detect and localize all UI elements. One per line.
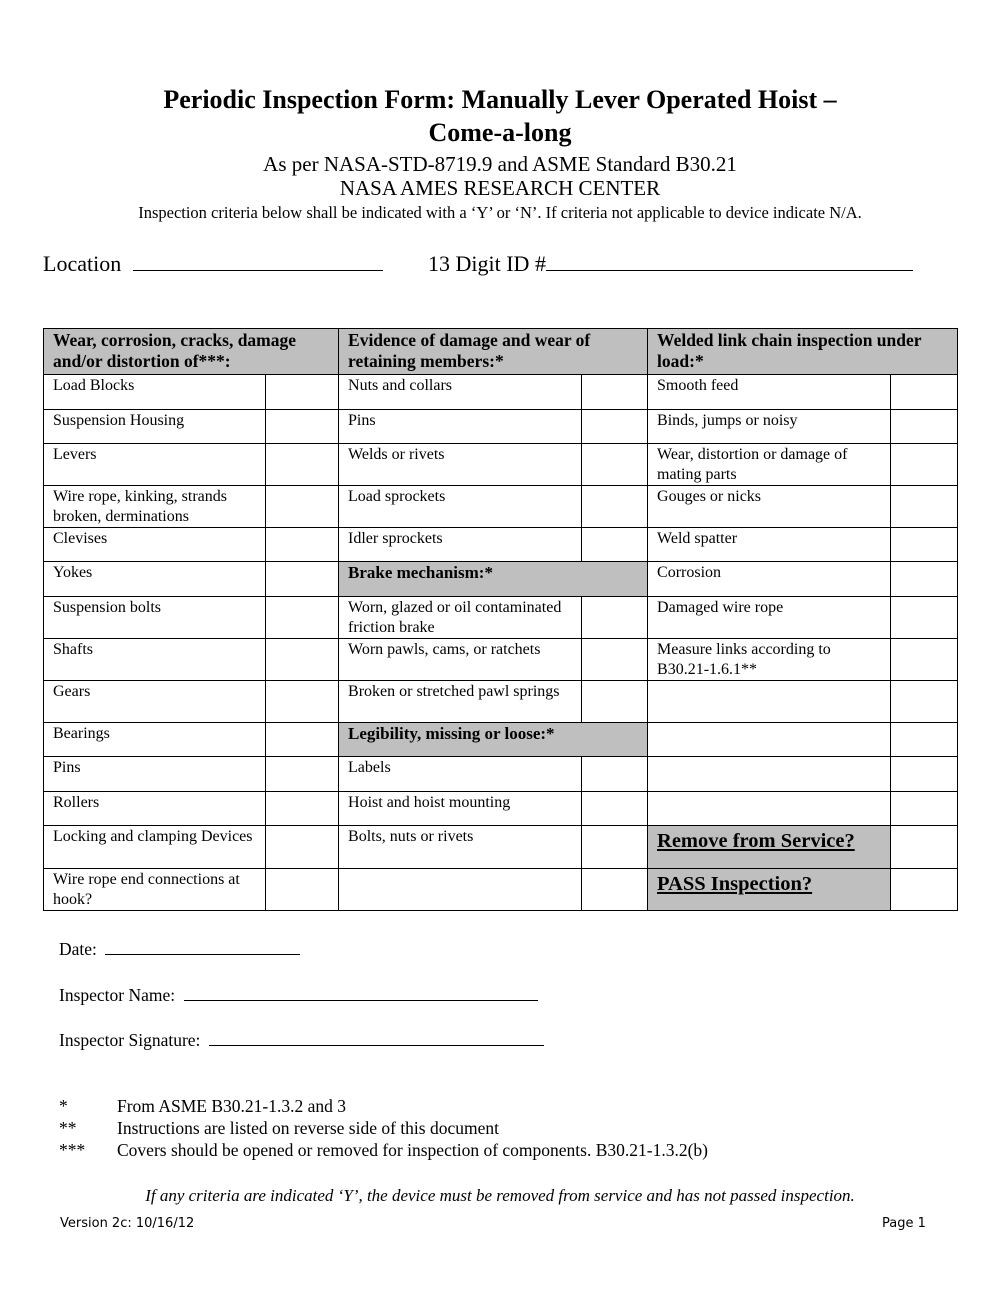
table-header-row <box>44 329 958 375</box>
answer-cell[interactable] <box>266 869 339 911</box>
answer-cell[interactable] <box>582 597 648 639</box>
table-row <box>44 826 958 869</box>
pass-answer-cell[interactable] <box>891 869 958 911</box>
item-label: Shafts <box>44 639 266 681</box>
item-label: Bearings <box>44 723 266 757</box>
col1-header: Wear, corrosion, cracks, damage and/or distortion of***: <box>44 329 339 375</box>
item-label: Nuts and collars <box>339 375 582 410</box>
answer-cell[interactable] <box>891 562 958 597</box>
answer-cell[interactable] <box>582 639 648 681</box>
answer-cell[interactable] <box>582 681 648 723</box>
brake-mechanism-header: Brake mechanism:* <box>339 562 648 597</box>
pass-inspection-label: PASS Inspection? <box>648 869 891 911</box>
item-label: Corrosion <box>648 562 891 597</box>
form-title-line2: Come-a-long <box>428 118 572 147</box>
footnote-text: Covers should be opened or removed for inspection of components. B30.21-1.3.2(b) <box>117 1140 708 1160</box>
answer-cell[interactable] <box>582 757 648 792</box>
empty-cell <box>648 723 891 757</box>
footnote <box>59 1117 499 1139</box>
answer-cell[interactable] <box>891 375 958 410</box>
center-name: NASA AMES RESEARCH CENTER <box>339 176 661 200</box>
answer-cell[interactable] <box>266 486 339 528</box>
empty-cell <box>339 869 582 911</box>
empty-cell <box>648 757 891 792</box>
answer-cell[interactable] <box>891 410 958 444</box>
item-label: Wear, distortion or damage of mating parts <box>648 444 891 486</box>
answer-cell[interactable] <box>891 681 958 723</box>
inspector-name-field <box>59 982 538 1006</box>
item-label: Load sprockets <box>339 486 582 528</box>
item-label: Rollers <box>44 792 266 826</box>
remove-from-service-label: Remove from Service? <box>648 826 891 869</box>
remove-answer-cell[interactable] <box>891 826 958 869</box>
item-label: Gears <box>44 681 266 723</box>
table-row <box>44 681 958 723</box>
item-label: Yokes <box>44 562 266 597</box>
answer-cell[interactable] <box>891 723 958 757</box>
item-label: Broken or stretched pawl springs <box>339 681 582 723</box>
answer-cell[interactable] <box>582 444 648 486</box>
answer-cell[interactable] <box>891 528 958 562</box>
answer-cell[interactable] <box>891 486 958 528</box>
empty-cell <box>648 792 891 826</box>
answer-cell[interactable] <box>266 757 339 792</box>
item-label: Suspension Housing <box>44 410 266 444</box>
inspector-name-input-line[interactable] <box>184 982 538 1001</box>
item-label: Wire rope end connections at hook? <box>44 869 266 911</box>
table-row <box>44 562 958 597</box>
footnote-text: From ASME B30.21-1.3.2 and 3 <box>117 1096 346 1116</box>
item-label: Clevises <box>44 528 266 562</box>
answer-cell[interactable] <box>266 681 339 723</box>
date-label: Date: <box>59 939 97 959</box>
table-row <box>44 757 958 792</box>
table-row <box>44 792 958 826</box>
item-label: Worn, glazed or oil contaminated friction brake <box>339 597 582 639</box>
location-input-line[interactable] <box>133 252 383 271</box>
answer-cell[interactable] <box>266 410 339 444</box>
answer-cell[interactable] <box>891 597 958 639</box>
answer-cell[interactable] <box>266 639 339 681</box>
location-label: Location <box>43 251 122 276</box>
answer-cell[interactable] <box>266 792 339 826</box>
table-row <box>44 723 958 757</box>
answer-cell[interactable] <box>582 410 648 444</box>
legibility-header: Legibility, missing or loose:* <box>339 723 648 757</box>
id-label: 13 Digit ID # <box>428 251 546 276</box>
standard-reference: As per NASA-STD-8719.9 and ASME Standard B30.21 <box>263 152 737 176</box>
id-input-line[interactable] <box>546 252 913 271</box>
footnote-mark: ** <box>59 1118 77 1138</box>
table-row <box>44 375 958 410</box>
id-field <box>428 251 913 277</box>
item-label: Idler sprockets <box>339 528 582 562</box>
item-label: Load Blocks <box>44 375 266 410</box>
table-row <box>44 528 958 562</box>
footnote <box>59 1139 708 1161</box>
criteria-instructions: Inspection criteria below shall be indicated with a ‘Y’ or ‘N’. If criteria not applicable to device indicate N/A. <box>138 203 862 222</box>
item-label: Hoist and hoist mounting <box>339 792 582 826</box>
answer-cell[interactable] <box>891 639 958 681</box>
inspector-signature-label: Inspector Signature: <box>59 1030 201 1050</box>
answer-cell[interactable] <box>266 444 339 486</box>
location-field <box>43 251 383 277</box>
footnote-text: Instructions are listed on reverse side of this document <box>117 1118 499 1138</box>
table-row <box>44 597 958 639</box>
answer-cell[interactable] <box>891 757 958 792</box>
footnote-mark: *** <box>59 1140 86 1160</box>
table-row <box>44 410 958 444</box>
item-label: Gouges or nicks <box>648 486 891 528</box>
item-label: Bolts, nuts or rivets <box>339 826 582 869</box>
col3-header: Welded link chain inspection under load:* <box>648 329 958 375</box>
removal-warning-note: If any criteria are indicated ‘Y’, the device must be removed from service and has not passed inspection. <box>145 1186 855 1205</box>
date-field <box>59 936 300 960</box>
item-label: Levers <box>44 444 266 486</box>
answer-cell[interactable] <box>582 375 648 410</box>
answer-cell[interactable] <box>266 528 339 562</box>
table-row <box>44 869 958 911</box>
item-label: Worn pawls, cams, or ratchets <box>339 639 582 681</box>
answer-cell[interactable] <box>582 826 648 869</box>
item-label: Smooth feed <box>648 375 891 410</box>
inspector-name-label: Inspector Name: <box>59 985 176 1005</box>
item-label: Pins <box>44 757 266 792</box>
answer-cell[interactable] <box>582 792 648 826</box>
answer-cell[interactable] <box>266 562 339 597</box>
answer-cell[interactable] <box>266 723 339 757</box>
version-label: Version 2c: 10/16/12 <box>60 1216 195 1231</box>
item-label: Suspension bolts <box>44 597 266 639</box>
answer-cell[interactable] <box>891 444 958 486</box>
answer-cell[interactable] <box>266 375 339 410</box>
page-number: Page 1 <box>882 1216 926 1231</box>
footnote <box>59 1095 346 1117</box>
item-label: Weld spatter <box>648 528 891 562</box>
item-label: Locking and clamping Devices <box>44 826 266 869</box>
date-input-line[interactable] <box>105 936 300 955</box>
item-label: Binds, jumps or noisy <box>648 410 891 444</box>
answer-cell[interactable] <box>582 528 648 562</box>
inspector-signature-input-line[interactable] <box>209 1027 544 1046</box>
answer-cell[interactable] <box>582 869 648 911</box>
item-label: Measure links according to B30.21-1.6.1** <box>648 639 891 681</box>
answer-cell[interactable] <box>266 826 339 869</box>
answer-cell[interactable] <box>582 486 648 528</box>
col2-header: Evidence of damage and wear of retaining members:* <box>339 329 648 375</box>
table-row <box>44 486 958 528</box>
inspection-table <box>43 328 958 911</box>
table-row <box>44 444 958 486</box>
form-title-line1: Periodic Inspection Form: Manually Lever Operated Hoist – <box>163 85 837 114</box>
empty-cell <box>648 681 891 723</box>
answer-cell[interactable] <box>891 792 958 826</box>
footnote-mark: * <box>59 1096 68 1116</box>
item-label: Labels <box>339 757 582 792</box>
table-row <box>44 639 958 681</box>
item-label: Pins <box>339 410 582 444</box>
item-label: Wire rope, kinking, strands broken, derminations <box>44 486 266 528</box>
inspector-signature-field <box>59 1027 544 1051</box>
answer-cell[interactable] <box>266 597 339 639</box>
item-label: Welds or rivets <box>339 444 582 486</box>
item-label: Damaged wire rope <box>648 597 891 639</box>
